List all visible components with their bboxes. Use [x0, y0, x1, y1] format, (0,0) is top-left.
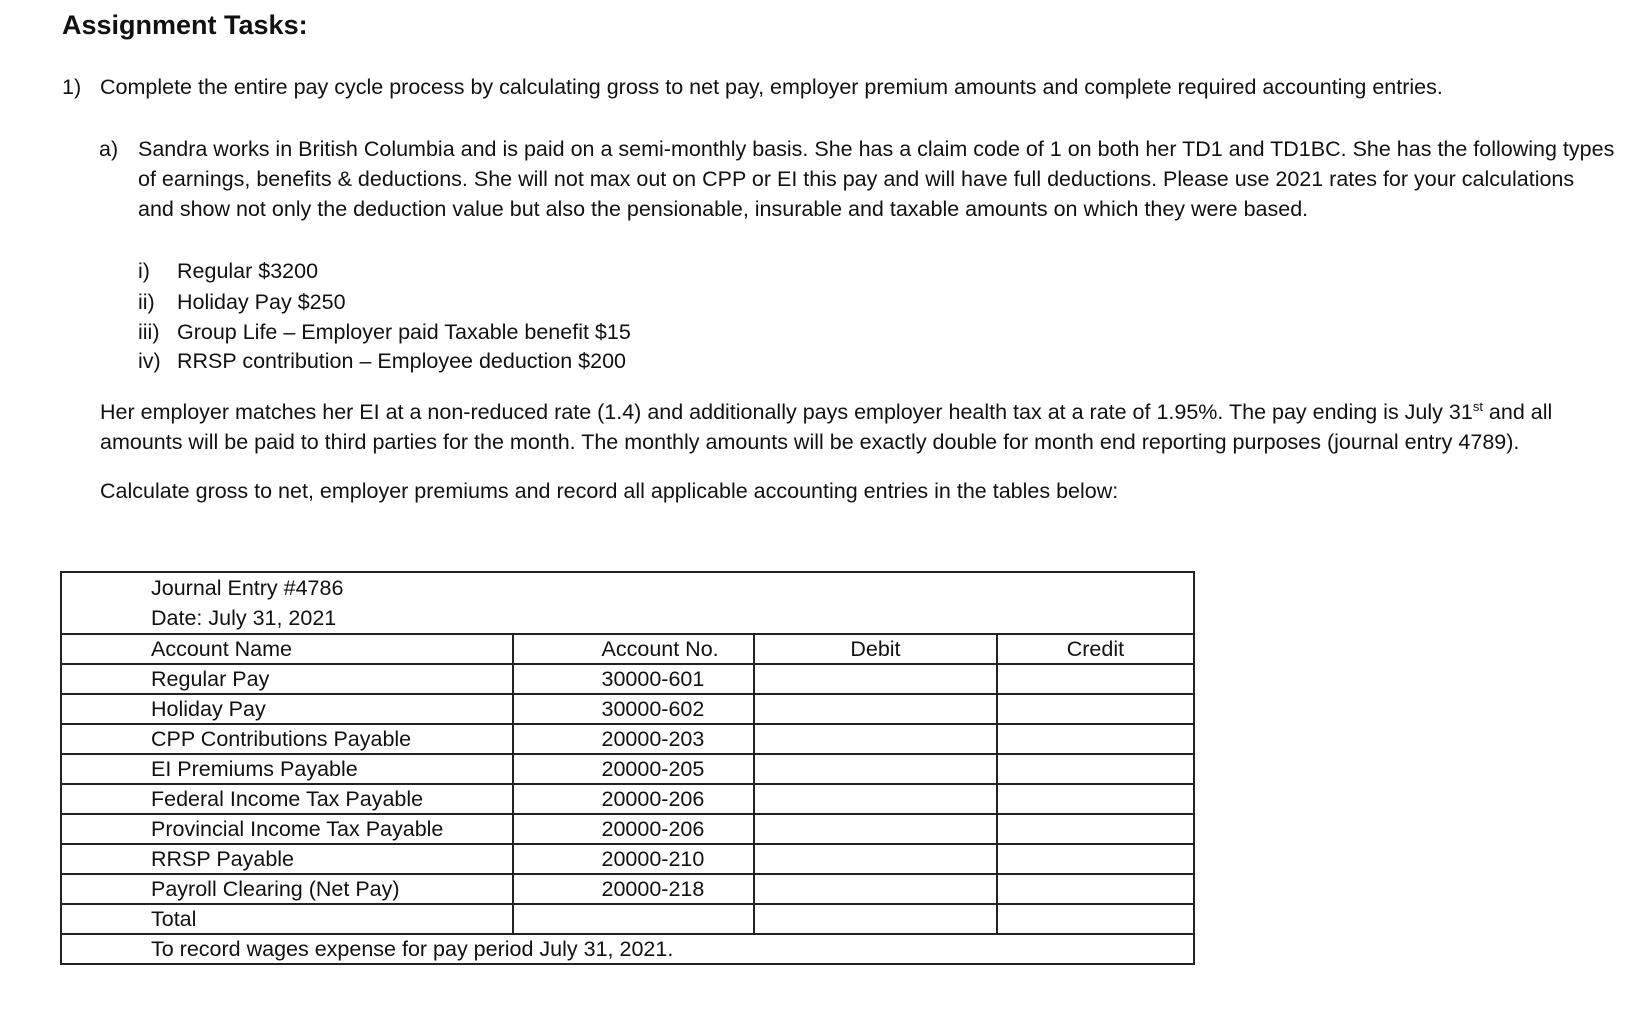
line-text: Her employer matches her EI at a non-reduced rate (1.4) and additionally pays employer health tax at a rate of 1.95%. The pay ending is July 31: [100, 400, 1473, 424]
item-text: Regular $3200: [177, 259, 319, 283]
account-no-cell: 30000-601: [513, 664, 755, 694]
account-name-cell: CPP Contributions Payable: [61, 724, 513, 754]
credit-cell[interactable]: [997, 844, 1194, 874]
debit-cell[interactable]: [754, 814, 997, 844]
item-text: RRSP contribution – Employee deduction $200: [177, 349, 627, 373]
account-no-cell: 20000-205: [513, 754, 755, 784]
account-no-cell: 20000-203: [513, 724, 755, 754]
journal-date: Date: July 31, 2021: [151, 606, 337, 630]
item-number: iv): [138, 349, 161, 373]
credit-cell[interactable]: [997, 784, 1194, 814]
credit-cell[interactable]: [997, 664, 1194, 694]
journal-header-row: [61, 572, 1194, 634]
paragraph-line: amounts will be paid to third parties for the month. The monthly amounts will be exactly double for month end reporting purposes (journal entry 4789).: [100, 430, 1520, 454]
account-no-cell: 30000-602: [513, 694, 755, 724]
credit-cell[interactable]: [997, 694, 1194, 724]
header-account-no: Account No.: [513, 634, 755, 664]
credit-cell[interactable]: [997, 754, 1194, 784]
item-text: Group Life – Employer paid Taxable benefit $15: [177, 320, 631, 344]
table-row: [61, 694, 1194, 724]
part-label: a): [99, 137, 119, 161]
table-row: [61, 874, 1194, 904]
account-no-cell: 20000-206: [513, 814, 755, 844]
paragraph-line: of earnings, benefits & deductions. She will not max out on CPP or EI this pay and will have full deductions. Please use 2021 rates for your calculations: [138, 167, 1575, 191]
account-name-cell: EI Premiums Payable: [61, 754, 513, 784]
footer-row: [61, 934, 1194, 964]
paragraph-line: [100, 397, 1552, 427]
table-row: [61, 844, 1194, 874]
ordinal-suffix: st: [1472, 398, 1483, 414]
page-heading: Assignment Tasks:: [62, 10, 308, 40]
header-debit: Debit: [754, 634, 997, 664]
account-no-cell: 20000-218: [513, 874, 755, 904]
debit-cell[interactable]: [754, 754, 997, 784]
item-number: ii): [138, 290, 155, 314]
header-account-name: Account Name: [61, 634, 513, 664]
journal-entry-number: Journal Entry #4786: [151, 576, 344, 600]
account-name-cell: Federal Income Tax Payable: [61, 784, 513, 814]
account-name-cell: Holiday Pay: [61, 694, 513, 724]
debit-cell[interactable]: [754, 724, 997, 754]
credit-cell[interactable]: [997, 814, 1194, 844]
paragraph-line: Sandra works in British Columbia and is paid on a semi-monthly basis. She has a claim code of 1 on both her TD1 and TD1BC. She has the following types: [138, 137, 1615, 161]
total-row: [61, 904, 1194, 934]
account-name-cell: Total: [61, 904, 513, 934]
account-name-cell: Payroll Clearing (Net Pay): [61, 874, 513, 904]
debit-cell[interactable]: [754, 664, 997, 694]
table-row: [61, 664, 1194, 694]
account-name-cell: RRSP Payable: [61, 844, 513, 874]
journal-footer: To record wages expense for pay period July 31, 2021.: [61, 934, 1194, 964]
part-a-paragraph: [138, 134, 1615, 224]
journal-entry-table: [60, 571, 1195, 965]
debit-cell[interactable]: [754, 844, 997, 874]
instruction-text: Calculate gross to net, employer premiums and record all applicable accounting entries in the tables below:: [100, 479, 1119, 503]
credit-cell[interactable]: [997, 904, 1194, 934]
debit-cell[interactable]: [754, 904, 997, 934]
credit-cell[interactable]: [997, 874, 1194, 904]
item-number: iii): [138, 320, 160, 344]
credit-cell[interactable]: [997, 724, 1194, 754]
table-row: [61, 814, 1194, 844]
account-no-cell: 20000-206: [513, 784, 755, 814]
table-row: [61, 724, 1194, 754]
paragraph-line: and show not only the deduction value but also the pensionable, insurable and taxable amounts on which they were based.: [138, 197, 1309, 221]
debit-cell[interactable]: [754, 784, 997, 814]
table-row: [61, 754, 1194, 784]
column-header-row: [61, 634, 1194, 664]
account-name-cell: Regular Pay: [61, 664, 513, 694]
item-number: i): [138, 259, 150, 283]
debit-cell[interactable]: [754, 694, 997, 724]
journal-header-cell: [61, 572, 1194, 634]
table-row: [61, 784, 1194, 814]
item-text: Holiday Pay $250: [177, 290, 346, 314]
employer-paragraph: [100, 397, 1552, 457]
account-name-cell: Provincial Income Tax Payable: [61, 814, 513, 844]
line-text: and all: [1482, 400, 1553, 424]
task-description: Complete the entire pay cycle process by calculating gross to net pay, employer premium amounts and complete required accounting entries.: [100, 75, 1443, 99]
header-credit: Credit: [997, 634, 1194, 664]
debit-cell[interactable]: [754, 874, 997, 904]
task-number: 1): [62, 75, 82, 99]
account-no-cell: [513, 904, 755, 934]
account-no-cell: 20000-210: [513, 844, 755, 874]
